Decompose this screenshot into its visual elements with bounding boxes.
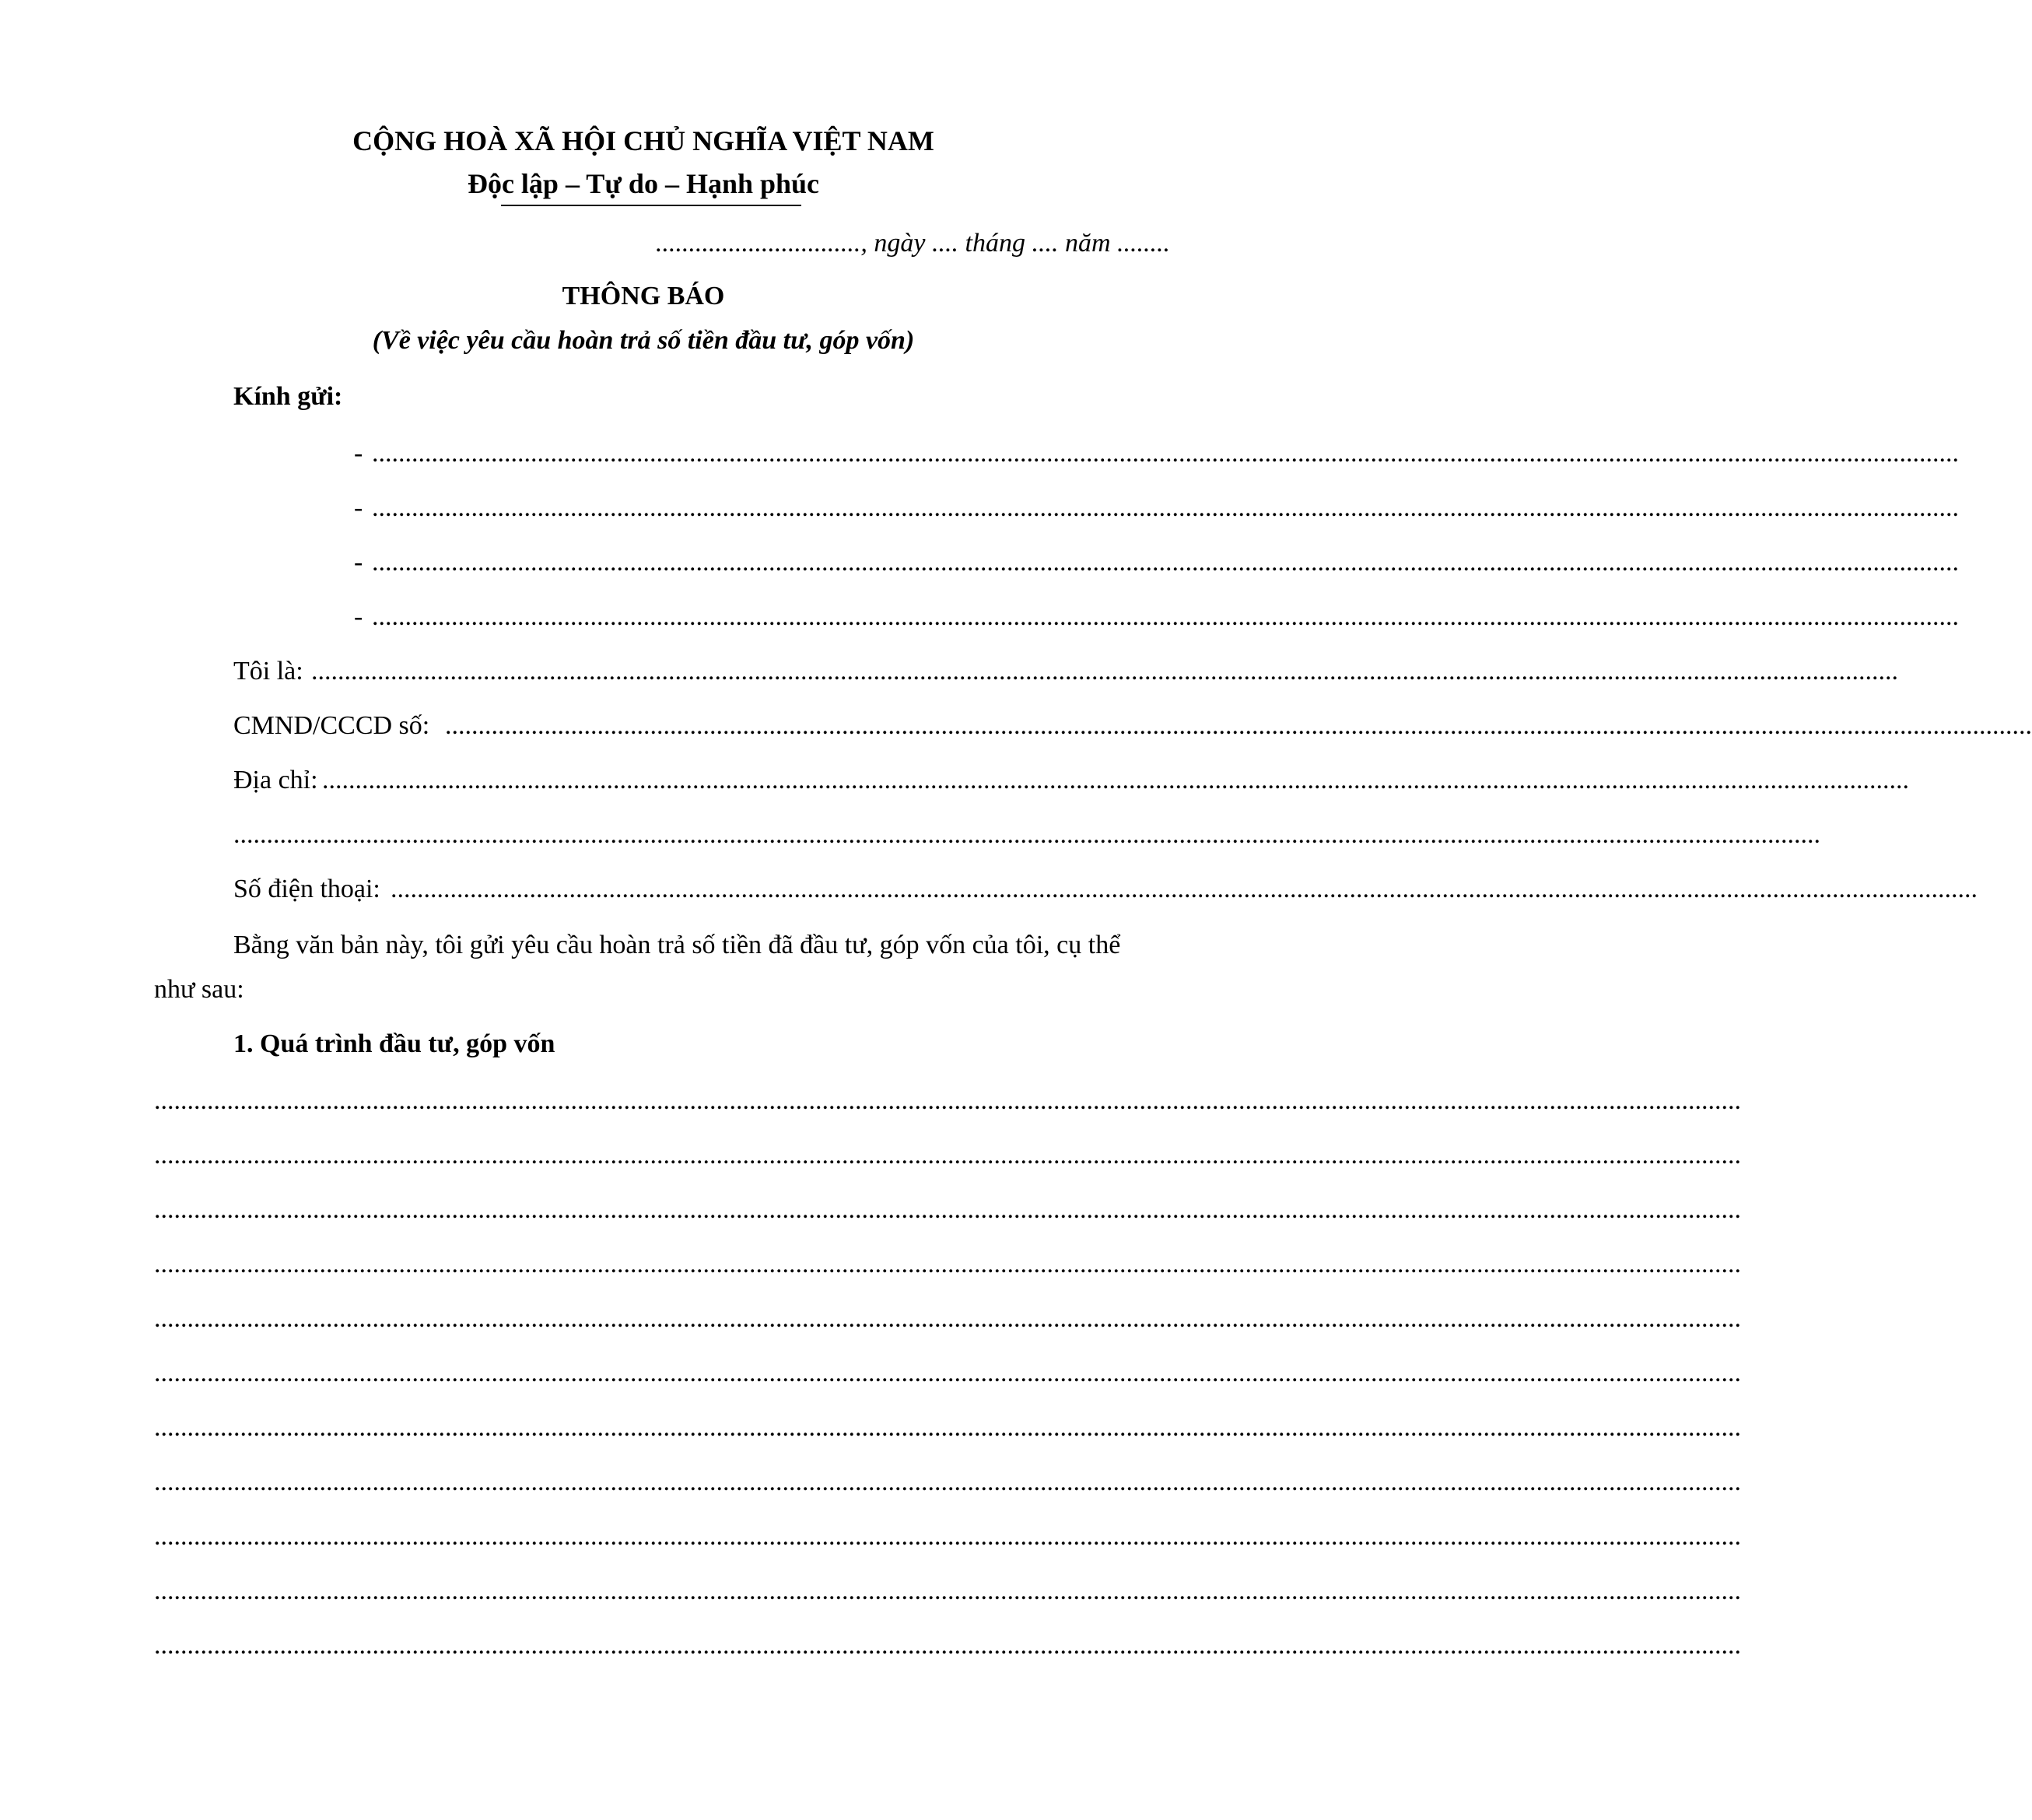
section-1-line[interactable]: ................................................................................................................................................................................................................................................: [154, 1250, 1741, 1278]
recipient-label: Kính gửi:: [233, 382, 343, 411]
recipient-line-4[interactable]: ................................................................................................................................................................................................................................................: [372, 602, 1959, 631]
section-1-line[interactable]: ................................................................................................................................................................................................................................................: [154, 1468, 1741, 1496]
recipient-dash: -: [354, 602, 363, 631]
document-title: THÔNG BÁO: [562, 282, 725, 310]
recipient-dash: -: [354, 439, 363, 468]
section-1-line[interactable]: ................................................................................................................................................................................................................................................: [154, 1195, 1741, 1224]
motto: Độc lập – Tự do – Hạnh phúc: [467, 168, 820, 199]
section-1-line[interactable]: ................................................................................................................................................................................................................................................: [154, 1576, 1741, 1605]
date-line: ..............................., ngày .... tháng .... năm ........: [655, 229, 1170, 258]
section-1-line[interactable]: ................................................................................................................................................................................................................................................: [154, 1141, 1741, 1169]
recipient-dash: -: [354, 493, 363, 522]
recipient-line-3[interactable]: ................................................................................................................................................................................................................................................: [372, 548, 1959, 577]
recipient-line-1[interactable]: ................................................................................................................................................................................................................................................: [372, 439, 1959, 468]
id-field[interactable]: ................................................................................................................................................................................................................................................: [445, 711, 2032, 740]
section-1-line[interactable]: ................................................................................................................................................................................................................................................: [154, 1522, 1741, 1551]
section-1-line[interactable]: ................................................................................................................................................................................................................................................: [154, 1413, 1741, 1442]
section-1-line[interactable]: ................................................................................................................................................................................................................................................: [154, 1086, 1741, 1115]
phone-field[interactable]: ................................................................................................................................................................................................................................................: [391, 875, 1978, 903]
document-subtitle: (Về việc yêu cầu hoàn trả số tiền đầu tư, góp vốn): [372, 326, 915, 355]
section-1-line[interactable]: ................................................................................................................................................................................................................................................: [154, 1359, 1741, 1387]
intro-line-1: Bằng văn bản này, tôi gửi yêu cầu hoàn trả số tiền đã đầu tư, góp vốn của tôi, cụ thể: [233, 931, 1121, 959]
address-field-continued[interactable]: ................................................................................................................................................................................................................................................: [233, 820, 1820, 849]
intro-line-2: như sau:: [154, 975, 244, 1004]
id-label: CMND/CCCD số:: [233, 711, 430, 740]
name-label: Tôi là:: [233, 657, 303, 686]
address-label: Địa chỉ:: [233, 766, 318, 794]
nation-heading: CỘNG HOÀ XÃ HỘI CHỦ NGHĨA VIỆT NAM: [352, 125, 934, 156]
motto-underline: [501, 205, 801, 206]
address-field[interactable]: ................................................................................................................................................................................................................................................: [322, 766, 1909, 794]
name-field[interactable]: ................................................................................................................................................................................................................................................: [311, 657, 1898, 686]
recipient-dash: -: [354, 548, 363, 577]
recipient-line-2[interactable]: ................................................................................................................................................................................................................................................: [372, 493, 1959, 522]
section-1-line[interactable]: ................................................................................................................................................................................................................................................: [154, 1631, 1741, 1660]
section-1-heading: 1. Quá trình đầu tư, góp vốn: [233, 1029, 555, 1058]
section-1-line[interactable]: ................................................................................................................................................................................................................................................: [154, 1304, 1741, 1333]
phone-label: Số điện thoại:: [233, 875, 380, 903]
